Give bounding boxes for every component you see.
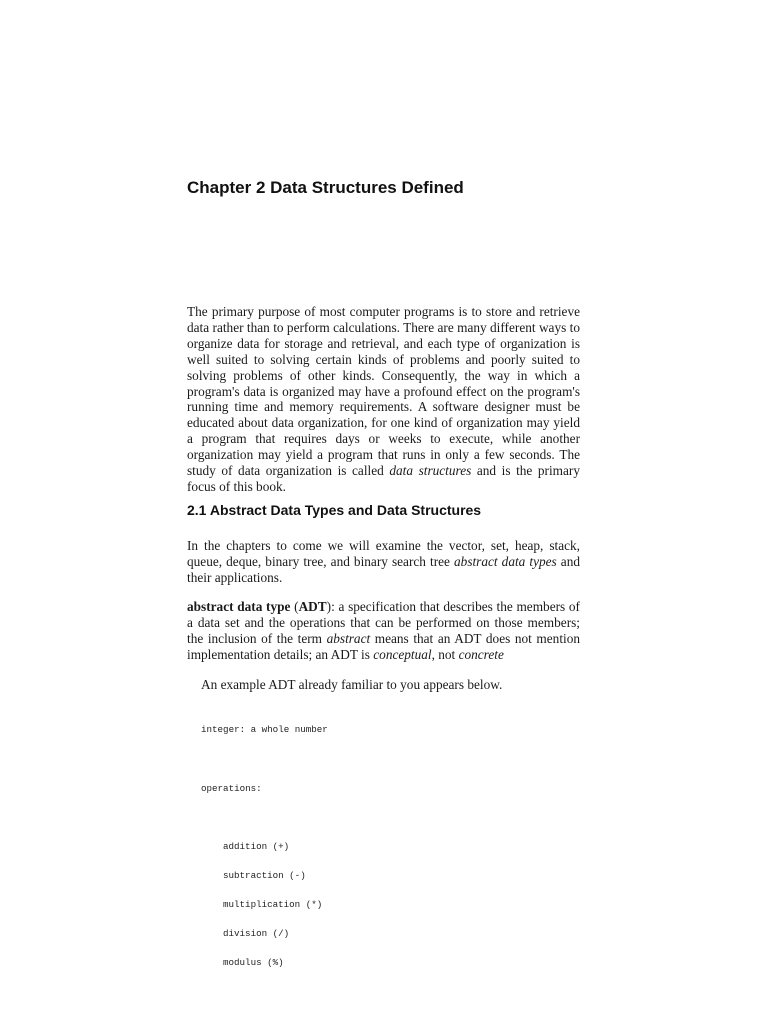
definition-emphasis: conceptual bbox=[373, 646, 432, 662]
code-line-operations-label: operations: bbox=[201, 782, 262, 794]
code-block bbox=[201, 706, 328, 987]
intro-text-part: The primary purpose of most computer programs is to store and retrieve data rather than to perform calculations. There are many different ways to organize data for storage and retrieval, and each type of organization is well suited to solving certain kinds of problems and poorly suited to solving problems of other kinds. Consequently, the way in which a program's data is organized may have a profound effect on the program's running time and memory requirements. A software designer must be educated about data organization, for one kind of organization may yield a program that requires days or weeks to execute, while another organization may yield a program that runs in only a few seconds. The study of data organization is called bbox=[187, 304, 580, 479]
definition-paragraph bbox=[187, 599, 580, 663]
definition-emphasis: concrete bbox=[458, 646, 504, 662]
code-line-operation: multiplication (*) bbox=[223, 898, 323, 910]
chapter-title: Chapter 2 Data Structures Defined bbox=[187, 178, 464, 197]
code-blank-line bbox=[201, 813, 328, 823]
definition-text-part: : a specification that describes the members of a data set and the operations that can be performed on those members; the inclusion of the term bbox=[187, 599, 580, 646]
code-line-operation: subtraction (-) bbox=[223, 869, 306, 881]
section-text-part: In the chapters to come we will examine the vector, set, heap, stack, queue, deque, binary tree, and binary search tree bbox=[187, 538, 580, 569]
code-line-operation: addition (+) bbox=[223, 840, 290, 852]
definition-text-part: means that an ADT does not mention implementation details; an ADT is bbox=[187, 630, 580, 662]
intro-emphasis: data structures bbox=[389, 463, 472, 479]
intro-paragraph bbox=[187, 304, 580, 495]
definition-paren-close: ) bbox=[326, 599, 332, 614]
definition-emphasis: abstract bbox=[326, 630, 371, 646]
code-line-operation: division (/) bbox=[223, 928, 290, 940]
definition-paren-open: ( bbox=[290, 599, 299, 614]
intro-text-part: and is the primary focus of this book. bbox=[187, 463, 581, 494]
section-text-part: and their applications. bbox=[187, 553, 580, 585]
definition-abbreviation: ADT bbox=[298, 599, 327, 614]
code-blank-line bbox=[201, 755, 328, 765]
definition-text-part: , not bbox=[431, 646, 459, 662]
section-title: 2.1 Abstract Data Types and Data Structures bbox=[187, 502, 482, 518]
example-intro-text: An example ADT already familiar to you appears below. bbox=[201, 677, 503, 692]
section-paragraph bbox=[187, 538, 580, 586]
code-line-header: integer: a whole number bbox=[201, 724, 328, 736]
section-emphasis: abstract data types bbox=[454, 553, 557, 569]
code-line-operation: modulus (%) bbox=[223, 957, 284, 969]
definition-term: abstract data type bbox=[187, 599, 291, 614]
